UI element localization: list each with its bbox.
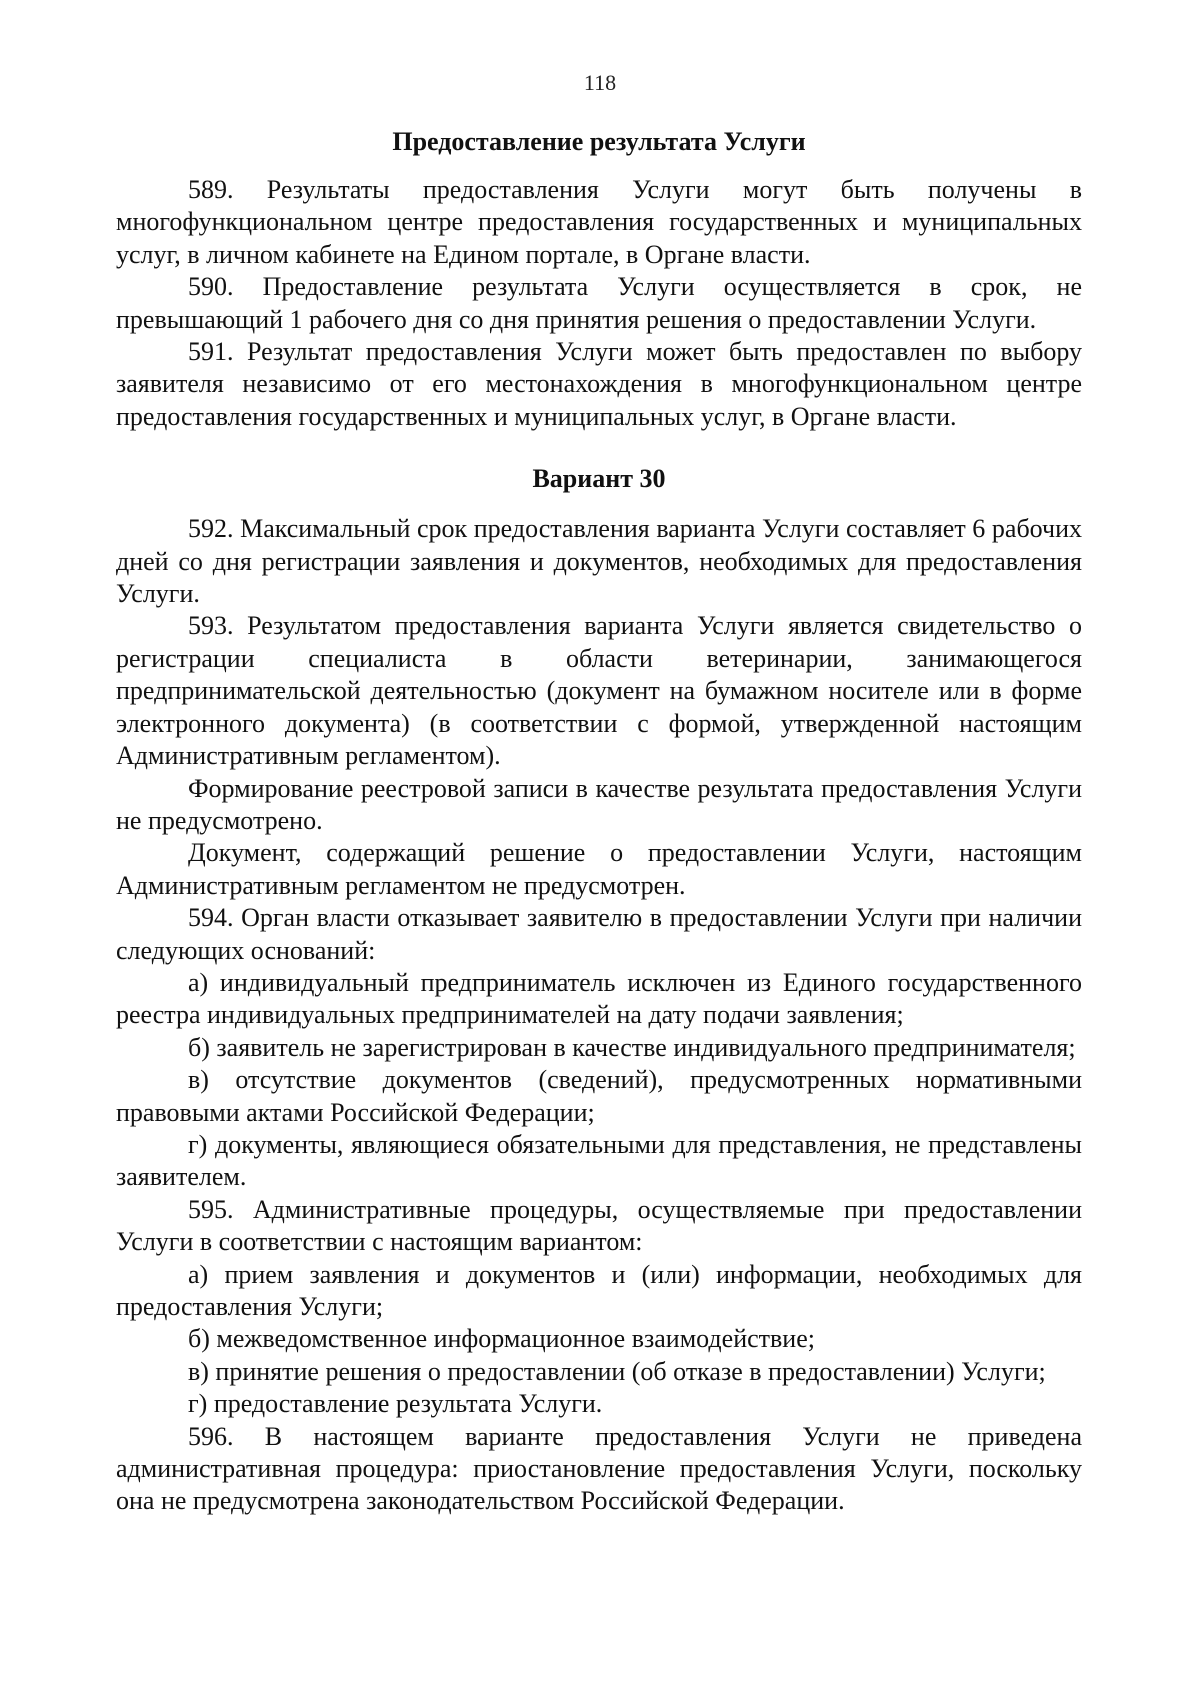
list-item-595-g: г) предоставление результата Услуги. [188,1389,603,1419]
paragraph-593: 593. Результатом предоставления варианта Услуги является свидетельство о регистрации специалиста в области ветеринарии, занимающегося предпринимательской деятельностью (документ на бумажном носителе или в форме электронного документа) (в соответствии с формой, утвержденной настоящим Административным регламентом). [116,611,1082,771]
paragraph-589: 589. Результаты предоставления Услуги могут быть получены в многофункциональном центре предоставления государственных и муниципальных услуг, в личном кабинете на Едином портале, в Органе власти. [116,175,1082,269]
paragraph-595: 595. Административные процедуры, осуществляемые при предоставлении Услуги в соответствии с настоящим вариантом: [116,1194,1082,1257]
paragraph-registry-entry: Формирование реестровой записи в качестве результата предоставления Услуги не предусмотрено. [116,773,1082,835]
paragraph-594: 594. Орган власти отказывает заявителю в предоставлении Услуги при наличии следующих оснований: [116,903,1082,965]
section-heading-result: Предоставление результата Услуги [392,127,806,156]
list-item-594-a: а) индивидуальный предприниматель исключен из Единого государственного реестра индивидуальных предпринимателей на дату подачи заявления; [116,967,1082,1030]
paragraph-592: 592. Максимальный срок предоставления варианта Услуги составляет 6 рабочих дней со дня регистрации заявления и документов, необходимых для предоставления Услуги. [116,514,1082,609]
paragraph-591: 591. Результат предоставления Услуги может быть предоставлен по выбору заявителя независимо от его местонахождения в многофункциональном центре предоставления государственных и муниципальных услуг, в Органе власти. [116,337,1082,431]
section-heading-variant-30: Вариант 30 [532,464,666,494]
paragraph-decision-document: Документ, содержащий решение о предоставлении Услуги, настоящим Административным регламентом не предусмотрен. [116,838,1082,900]
list-item-594-b: б) заявитель не зарегистрирован в качестве индивидуального предпринимателя; [188,1032,1076,1062]
list-item-594-g: г) документы, являющиеся обязательными для представления, не представлены заявителем. [116,1129,1082,1192]
list-item-595-b: б) межведомственное информационное взаимодействие; [188,1324,815,1354]
paragraph-590: 590. Предоставление результата Услуги осуществляется в срок, не превышающий 1 рабочего дня со дня принятия решения о предоставлении Услуги. [116,272,1082,334]
paragraph-596: 596. В настоящем варианте предоставления Услуги не приведена административная процедура: приостановление предоставления Услуги, поскольку она не предусмотрена законодательством Российской Федерации. [116,1421,1082,1516]
page-body [116,120,1082,1518]
page-number: 118 [583,70,617,95]
list-item-594-v: в) отсутствие документов (сведений), предусмотренных нормативными правовыми актами Российской Федерации; [116,1065,1082,1127]
list-item-595-a: а) прием заявления и документов и (или) информации, необходимых для предоставления Услуги; [116,1259,1082,1321]
list-item-595-v: в) принятие решения о предоставлении (об отказе в предоставлении) Услуги; [188,1356,1046,1386]
